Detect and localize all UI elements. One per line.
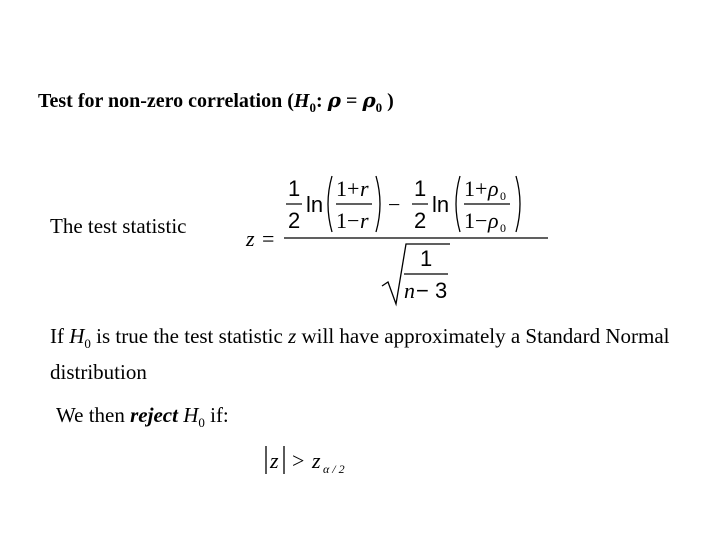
title-rho0: ρ: [362, 88, 376, 112]
title-h: H: [293, 90, 310, 112]
reject-pre: We then: [56, 403, 131, 427]
ineq-gt: >: [292, 448, 305, 473]
den-b-rho: ρ: [488, 208, 499, 233]
test-statistic-label: The test statistic: [50, 214, 187, 238]
num-b-sub: 0: [500, 189, 506, 203]
paren-left-b: [456, 176, 460, 232]
para-rest: will have approximately a Standard Normal distribution: [50, 324, 670, 385]
test-statistic-formula: [238, 168, 558, 308]
ineq-z: z: [270, 448, 279, 473]
ln-a: ln: [306, 192, 324, 217]
reject-h: H: [183, 403, 199, 427]
formula-eq: =: [262, 226, 275, 251]
para-h-sub: 0: [84, 336, 91, 352]
title-h-sub: 0: [309, 100, 316, 115]
paren-right-a: [376, 176, 380, 232]
para-mid: is true the test statistic: [90, 324, 289, 348]
num-b: 1+: [464, 176, 488, 201]
paren-right-b: [516, 176, 520, 232]
formula-z: z: [246, 226, 255, 251]
formula-minus: −: [388, 192, 401, 217]
ineq-z2: z: [312, 448, 321, 473]
title-colon: :: [315, 90, 328, 112]
reject-post: if:: [204, 403, 229, 427]
num-a-r: r: [360, 176, 369, 201]
formula-svg: [238, 168, 558, 308]
frac-two-a: 2: [288, 208, 301, 233]
num-a: 1+: [336, 176, 360, 201]
frac-one-b: 1: [414, 176, 427, 201]
reject-word: reject: [130, 403, 178, 427]
title-rho0-sub: 0: [375, 100, 383, 115]
para-if: If: [50, 324, 70, 348]
sqrt-one: 1: [420, 246, 433, 271]
title-text: Test for non-zero correlation (: [38, 90, 294, 112]
den-b: 1−: [464, 208, 488, 233]
sqrt-n-minus3: − 3: [416, 278, 448, 303]
den-a-r: r: [360, 208, 369, 233]
title-suffix: ): [382, 90, 394, 112]
inequality-svg: [262, 440, 382, 480]
sqrt-n: n: [404, 278, 415, 303]
reject-rule: [56, 403, 229, 431]
para-h: H: [69, 324, 85, 348]
ineq-sub: α / 2: [323, 462, 345, 476]
den-a: 1−: [336, 208, 360, 233]
para-z: z: [288, 324, 297, 348]
title-rho: ρ: [327, 88, 341, 112]
normal-distribution-note: [50, 322, 670, 386]
ln-b: ln: [432, 192, 450, 217]
title-eq: =: [340, 90, 363, 112]
frac-one-a: 1: [288, 176, 301, 201]
frac-two-b: 2: [414, 208, 427, 233]
den-b-sub: 0: [500, 221, 506, 235]
paren-left-a: [328, 176, 332, 232]
rejection-inequality: [262, 440, 382, 480]
slide-title: [38, 88, 394, 116]
num-b-rho: ρ: [488, 176, 499, 201]
reject-h-sub: 0: [198, 415, 205, 431]
